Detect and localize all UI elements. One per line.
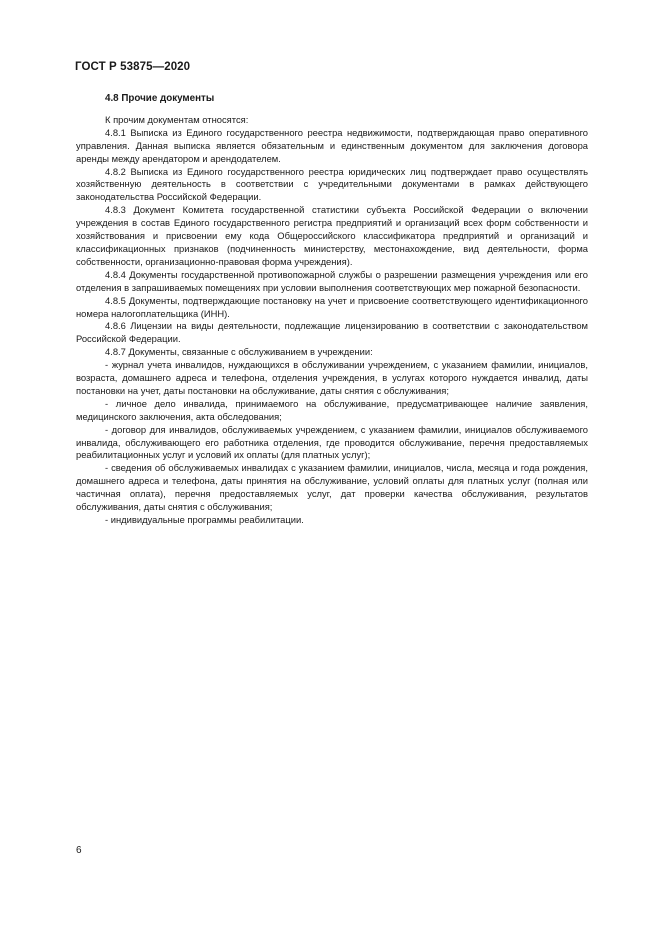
section-title: 4.8 Прочие документы bbox=[105, 93, 215, 104]
paragraph-4-8-1: 4.8.1 Выписка из Единого государственного реестра недвижимости, подтверждающая право оперативного управления. Данная выписка является обязательным и единственным документом для заключения договора аренды между арендатором и арендодателем. bbox=[76, 126, 588, 164]
list-item-records: - сведения об обслуживаемых инвалидах с указанием фамилии, инициалов, числа, месяца и года рождения, домашнего адреса и телефона, даты принятия на обслуживание, условий оплаты для платных услуг (полная или частичная оплата), перечня предоставляемых услуг, дат проверки качества обслуживания, результатов обслуживания, даты снятия с обслуживания; bbox=[76, 462, 588, 513]
paragraph-4-8-2: 4.8.2 Выписка из Единого государственного реестра юридических лиц подтверждает право осуществлять хозяйственную деятельность в соответствии с учредительными документами в рамках действующего законодательства Российской Федерации. bbox=[76, 165, 588, 203]
paragraph-4-8-6: 4.8.6 Лицензии на виды деятельности, подлежащие лицензированию в соответствии с законодательством Российской Федерации. bbox=[76, 320, 588, 345]
document-header: ГОСТ Р 53875—2020 bbox=[75, 61, 191, 73]
list-item-contract: - договор для инвалидов, обслуживаемых учреждением, с указанием фамилии, инициалов обслуживаемого инвалида, обслуживающего его работника отделения, где проводится обслуживание, перечня предоставляемых реабилитационных услуг и условий их оплаты (для платных услуг); bbox=[76, 423, 588, 461]
list-item-personal-file: - личное дело инвалида, принимаемого на обслуживание, предусматривающее наличие заявления, медицинского заключения, акта обследования; bbox=[76, 397, 588, 422]
paragraph-4-8-5: 4.8.5 Документы, подтверждающие постановку на учет и присвоение соответствующего идентификационного номера налогоплательщика (ИНН). bbox=[76, 294, 588, 319]
list-item-rehab-programs: - индивидуальные программы реабилитации. bbox=[105, 514, 304, 525]
paragraph-4-8-3: 4.8.3 Документ Комитета государственной статистики субъекта Российской Федерации о включении учреждения в состав Единого государственного регистра предприятий и организаций всех форм собственности и хозяйствования и присвоении ему кода Общероссийского классификатора предприятий и организаций и классификационных признаков (подчиненность министерству, местонахождение, вид деятельности, форма собственности, организационно-правовая форма учреждения). bbox=[76, 204, 588, 267]
page-number: 6 bbox=[76, 845, 82, 856]
paragraph-4-8-4: 4.8.4 Документы государственной противопожарной службы о разрешении размещения учреждения или его отделения в запрашиваемых помещениях при условии выполнения соответствующих мер пожарной безопасности. bbox=[76, 268, 588, 293]
document-body bbox=[76, 93, 588, 527]
paragraph-intro: К прочим документам относятся: bbox=[105, 113, 249, 125]
list-item-journal: - журнал учета инвалидов, нуждающихся в обслуживании учреждением, с указанием фамилии, инициалов, возраста, домашнего адреса и телефона, отделения учреждения, в услугах которого нуждается инвалид, даты постановки на учет, даты постановки на обслуживание, даты снятия с обслуживания; bbox=[76, 359, 588, 396]
paragraph-4-8-7: 4.8.7 Документы, связанные с обслуживанием в учреждении: bbox=[105, 346, 373, 358]
